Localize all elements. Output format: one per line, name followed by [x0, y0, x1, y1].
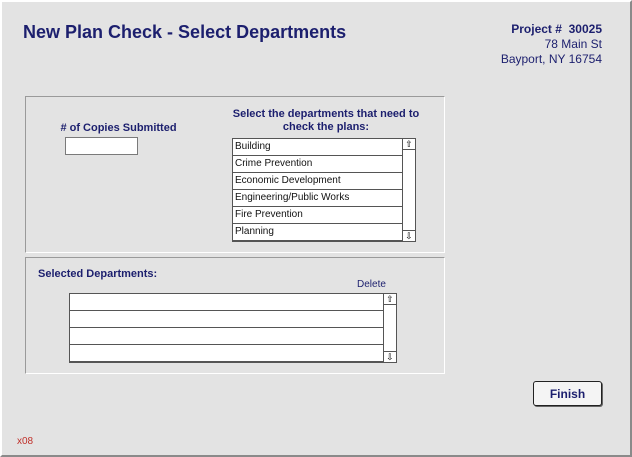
- departments-label: Select the departments that need to check the plans:: [232, 108, 420, 133]
- finish-button[interactable]: Finish: [533, 381, 602, 406]
- scroll-down-arrow-icon[interactable]: ⇩: [403, 230, 415, 241]
- page-title: New Plan Check - Select Departments: [23, 22, 347, 42]
- delete-column-label: Delete: [357, 279, 386, 290]
- department-item-fire-prevention[interactable]: Fire Prevention: [233, 207, 403, 224]
- departments-scrollbar[interactable]: [402, 139, 415, 241]
- department-item-engineering-public-works[interactable]: Engineering/Public Works: [233, 190, 403, 207]
- departments-list-items: [233, 139, 403, 241]
- scroll-up-arrow-icon[interactable]: ⇧: [403, 139, 415, 150]
- footer-code: x08: [17, 436, 34, 447]
- project-number-line: [501, 22, 602, 37]
- selected-departments-label: Selected Departments:: [38, 268, 158, 280]
- project-address-line2: Bayport, NY 16754: [500, 52, 602, 66]
- department-item-planning[interactable]: Planning: [233, 224, 403, 241]
- department-selection-panel: [25, 96, 445, 253]
- selected-row[interactable]: [70, 345, 384, 362]
- selected-list-items: [70, 294, 384, 362]
- departments-listbox[interactable]: [232, 138, 416, 242]
- selected-row[interactable]: [70, 311, 384, 328]
- project-label: Project #: [511, 22, 562, 36]
- selected-scrollbar[interactable]: [383, 294, 396, 362]
- project-number: 30025: [568, 22, 602, 36]
- selected-departments-panel: [25, 257, 445, 374]
- copies-input[interactable]: [65, 137, 138, 155]
- selected-departments-listbox[interactable]: [69, 293, 397, 363]
- copies-label: # of Copies Submitted: [60, 122, 177, 134]
- department-item-economic-development[interactable]: Economic Development: [233, 173, 403, 190]
- selected-row[interactable]: [70, 294, 384, 311]
- project-info: [501, 22, 602, 67]
- selected-row[interactable]: [70, 328, 384, 345]
- department-item-building[interactable]: Building: [233, 139, 403, 156]
- scroll-down-arrow-icon[interactable]: ⇩: [384, 351, 396, 362]
- project-address-line1: 78 Main St: [544, 37, 602, 51]
- scroll-up-arrow-icon[interactable]: ⇧: [384, 294, 396, 305]
- department-item-crime-prevention[interactable]: Crime Prevention: [233, 156, 403, 173]
